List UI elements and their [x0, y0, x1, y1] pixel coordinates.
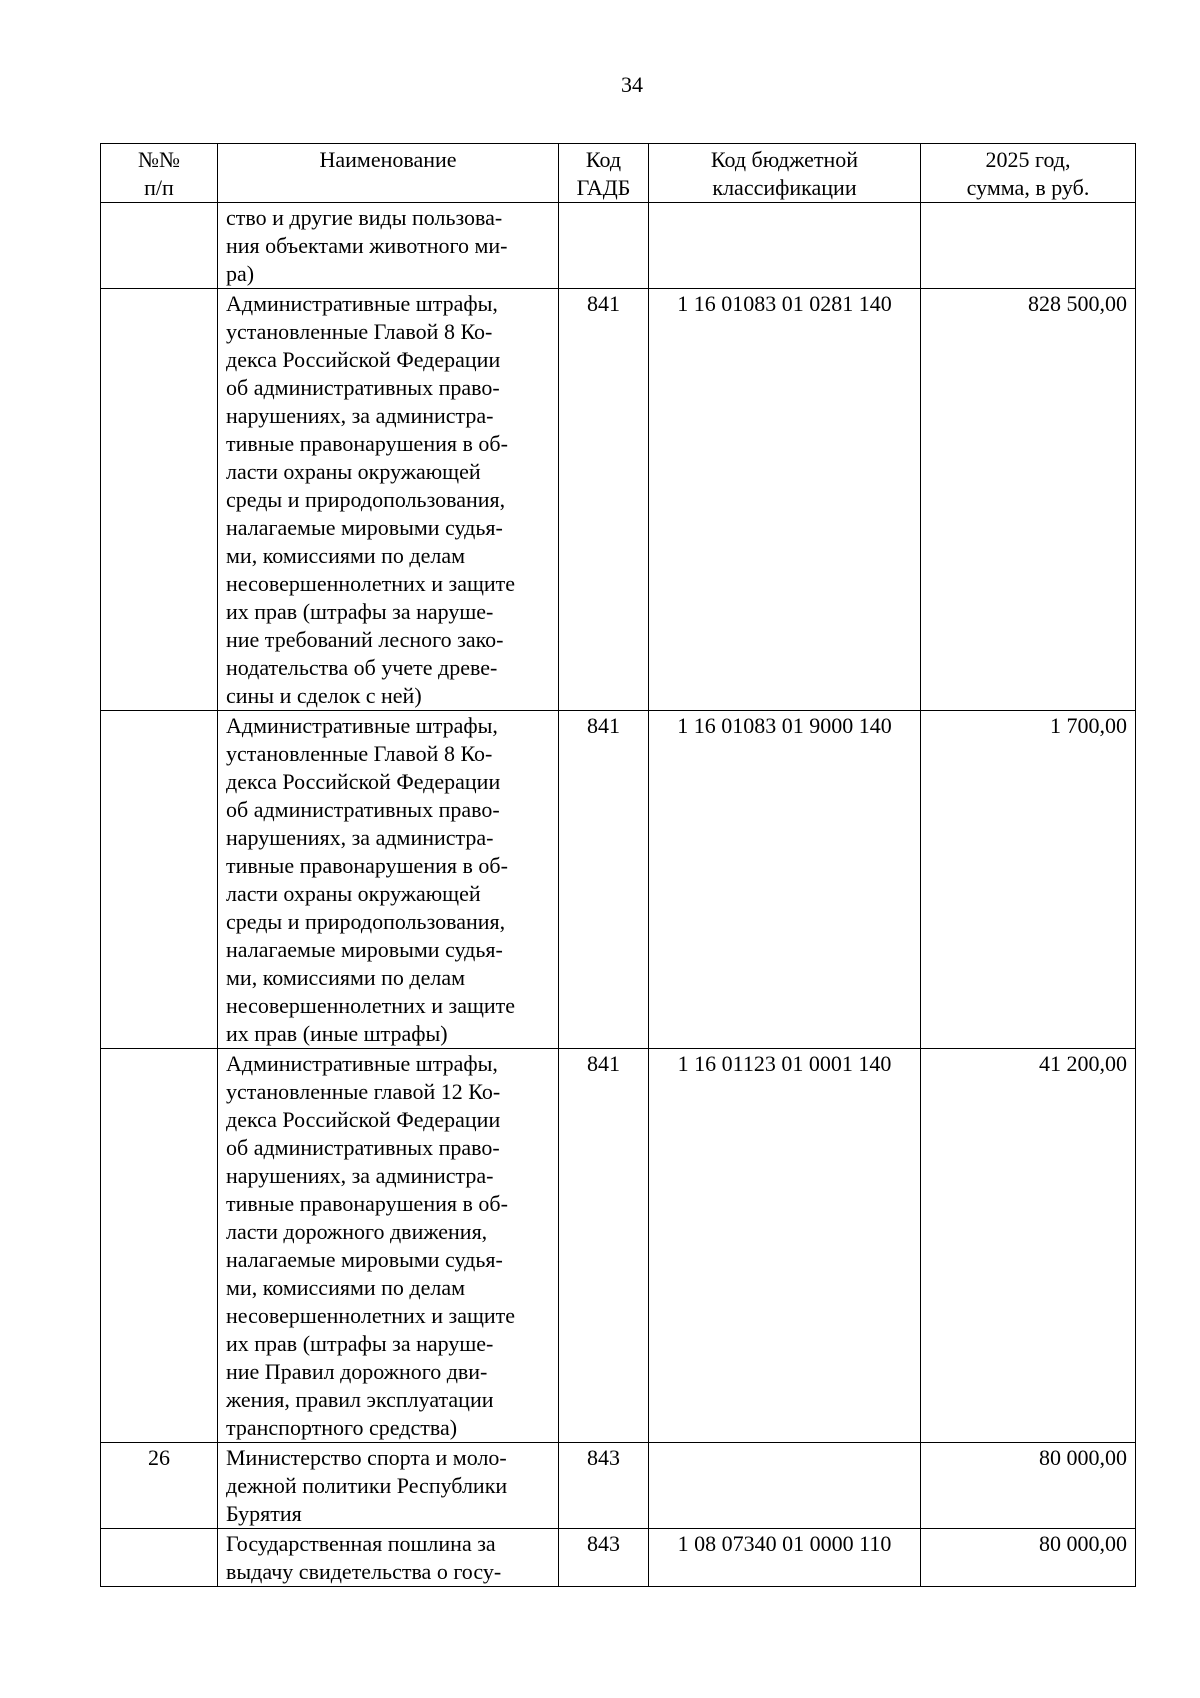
row-name-cell — [218, 289, 559, 711]
row-name-line: ра) — [226, 261, 255, 286]
row-budget-classification-code-cell: 1 16 01083 01 0281 140 — [649, 289, 921, 711]
row-budget-classification-code-cell: 1 16 01083 01 9000 140 — [649, 711, 921, 1049]
row-name-line: Административные штрафы, — [226, 291, 498, 316]
row-name-line: ство и другие виды пользова- — [226, 205, 503, 230]
header-kbk-line: Код бюджетной — [710, 147, 859, 172]
row-name-line: ласти дорожного движения, — [226, 1219, 488, 1244]
header-number-line: №№ — [138, 147, 180, 172]
row-name-line: установленные главой 12 Ко- — [226, 1079, 501, 1104]
row-name-cell — [218, 1049, 559, 1443]
header-sum-line: 2025 год, — [985, 147, 1071, 172]
row-name-line: выдачу свидетельства о госу- — [226, 1559, 502, 1584]
row-name-line: декса Российской Федерации — [226, 347, 501, 372]
row-name-line: нарушениях, за администра- — [226, 403, 494, 428]
row-name-line: ния объектами животного ми- — [226, 233, 508, 258]
row-name-line: тивные правонарушения в об- — [226, 853, 508, 878]
row-budget-classification-code-cell: 1 08 07340 01 0000 110 — [649, 1529, 921, 1587]
row-name-line: жения, правил эксплуатации — [226, 1387, 494, 1412]
header-sum-2025 — [921, 144, 1136, 203]
row-name-cell — [218, 1443, 559, 1529]
row-name-line: нарушениях, за администра- — [226, 825, 494, 850]
row-name-line: Административные штрафы, — [226, 1051, 498, 1076]
header-name — [218, 144, 559, 203]
header-kbk-line: классификации — [712, 175, 857, 200]
row-name-line: дежной политики Республики — [226, 1473, 508, 1498]
header-sum-line: сумма, в руб. — [966, 175, 1090, 200]
row-sum-cell — [921, 203, 1136, 289]
table-row — [101, 289, 1136, 711]
row-gadb-code-cell: 841 — [559, 289, 649, 711]
budget-revenue-table — [100, 143, 1136, 1587]
row-number-cell — [101, 203, 218, 289]
table-row — [101, 711, 1136, 1049]
row-name-line: Бурятия — [226, 1501, 302, 1526]
header-number — [101, 144, 218, 203]
row-name-line: транспортного средства) — [226, 1415, 458, 1440]
row-sum-cell: 80 000,00 — [921, 1443, 1136, 1529]
row-sum-cell: 80 000,00 — [921, 1529, 1136, 1587]
row-name-line: декса Российской Федерации — [226, 769, 501, 794]
row-name-cell — [218, 1529, 559, 1587]
row-name-line: нарушениях, за администра- — [226, 1163, 494, 1188]
table-body — [101, 203, 1136, 1587]
page-number: 34 — [621, 72, 643, 97]
row-number-cell — [101, 289, 218, 711]
row-name-line: Государственная пошлина за — [226, 1531, 496, 1556]
row-name-line: среды и природопользования, — [226, 909, 506, 934]
row-name-line: об административных право- — [226, 797, 500, 822]
row-name-line: Административные штрафы, — [226, 713, 498, 738]
row-name-cell — [218, 711, 559, 1049]
row-number-cell — [101, 711, 218, 1049]
row-budget-classification-code-cell — [649, 1443, 921, 1529]
header-budget-classification-code — [649, 144, 921, 203]
row-name-line: несовершеннолетних и защите — [226, 1303, 516, 1328]
row-name-line: сины и сделок с ней) — [226, 683, 422, 708]
row-budget-classification-code-cell — [649, 203, 921, 289]
table-row — [101, 203, 1136, 289]
row-name-line: декса Российской Федерации — [226, 1107, 501, 1132]
row-name-line: тивные правонарушения в об- — [226, 1191, 508, 1216]
row-name-line: установленные Главой 8 Ко- — [226, 319, 493, 344]
row-name-line: установленные Главой 8 Ко- — [226, 741, 493, 766]
table-header-row — [101, 144, 1136, 203]
row-gadb-code-cell: 841 — [559, 711, 649, 1049]
row-name-cell — [218, 203, 559, 289]
row-name-line: налагаемые мировыми судья- — [226, 937, 503, 962]
row-name-line: об административных право- — [226, 375, 500, 400]
header-name-line: Наименование — [319, 147, 457, 172]
row-budget-classification-code-cell: 1 16 01123 01 0001 140 — [649, 1049, 921, 1443]
row-name-line: ние Правил дорожного дви- — [226, 1359, 488, 1384]
row-name-line: ми, комиссиями по делам — [226, 965, 466, 990]
row-gadb-code-cell: 841 — [559, 1049, 649, 1443]
row-name-line: налагаемые мировыми судья- — [226, 515, 503, 540]
row-name-line: ние требований лесного зако- — [226, 627, 504, 652]
row-name-line: налагаемые мировыми судья- — [226, 1247, 503, 1272]
row-gadb-code-cell: 843 — [559, 1443, 649, 1529]
row-gadb-code-cell — [559, 203, 649, 289]
row-gadb-code-cell: 843 — [559, 1529, 649, 1587]
row-number-cell: 26 — [101, 1443, 218, 1529]
row-name-line: их прав (иные штрафы) — [226, 1021, 448, 1046]
table-row — [101, 1529, 1136, 1587]
header-gadb-code — [559, 144, 649, 203]
row-name-line: их прав (штрафы за наруше- — [226, 1331, 494, 1356]
row-name-line: нодательства об учете древе- — [226, 655, 498, 680]
row-sum-cell: 41 200,00 — [921, 1049, 1136, 1443]
row-name-line: Министерство спорта и моло- — [226, 1445, 507, 1470]
table-row — [101, 1049, 1136, 1443]
row-name-line: ми, комиссиями по делам — [226, 543, 466, 568]
row-name-line: ласти охраны окружающей — [226, 459, 481, 484]
row-name-line: несовершеннолетних и защите — [226, 571, 516, 596]
row-number-cell — [101, 1529, 218, 1587]
header-gadb-line: Код — [585, 147, 622, 172]
table-row — [101, 1443, 1136, 1529]
header-gadb-line: ГАДБ — [576, 175, 631, 200]
row-name-line: тивные правонарушения в об- — [226, 431, 508, 456]
row-sum-cell: 828 500,00 — [921, 289, 1136, 711]
row-number-cell — [101, 1049, 218, 1443]
row-name-line: об административных право- — [226, 1135, 500, 1160]
row-name-line: их прав (штрафы за наруше- — [226, 599, 494, 624]
row-sum-cell: 1 700,00 — [921, 711, 1136, 1049]
row-name-line: несовершеннолетних и защите — [226, 993, 516, 1018]
row-name-line: среды и природопользования, — [226, 487, 506, 512]
row-name-line: ласти охраны окружающей — [226, 881, 481, 906]
row-name-line: ми, комиссиями по делам — [226, 1275, 466, 1300]
header-number-line: п/п — [144, 175, 174, 200]
